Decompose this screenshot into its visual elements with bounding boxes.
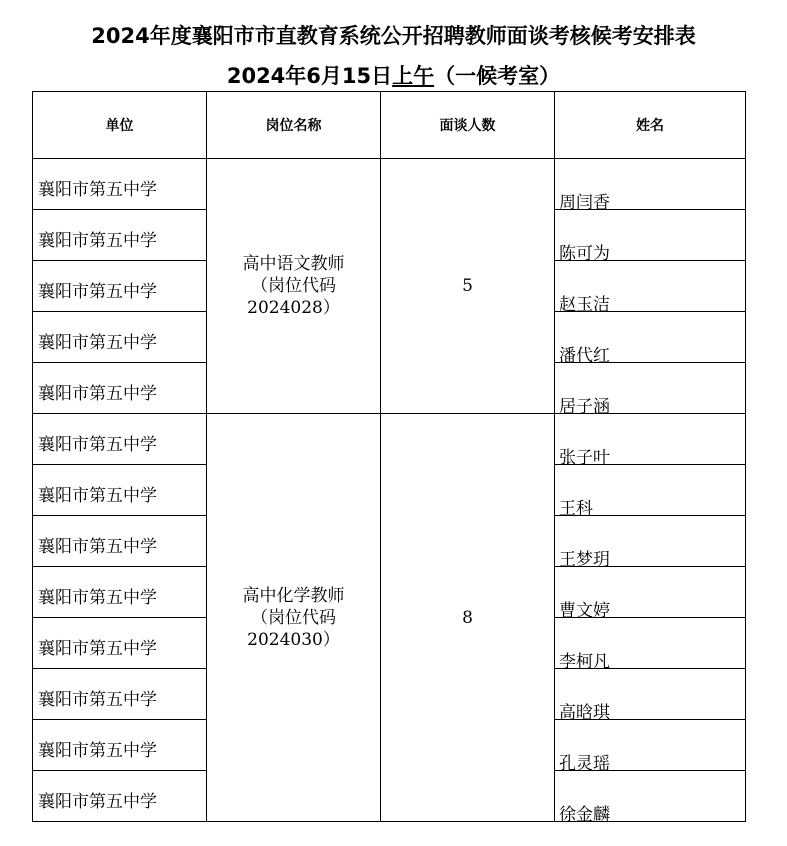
name-cell — [555, 771, 746, 825]
table-row — [33, 414, 746, 465]
unit-cell: 襄阳市第五中学 — [33, 363, 207, 414]
candidate-name: 陈可为 — [559, 244, 610, 264]
name-cell — [555, 516, 746, 570]
unit-cell: 襄阳市第五中学 — [33, 669, 207, 720]
count-cell: 8 — [381, 414, 555, 822]
name-cell — [555, 312, 746, 366]
candidate-name: 张子叶 — [559, 448, 610, 468]
document-title: 2024年度襄阳市市直教育系统公开招聘教师面谈考核候考安排表 — [91, 24, 696, 48]
position-code-label: （岗位代码 — [251, 276, 336, 296]
unit-cell: 襄阳市第五中学 — [33, 465, 207, 516]
unit-cell: 襄阳市第五中学 — [33, 567, 207, 618]
header-position: 岗位名称 — [207, 92, 381, 159]
position-title: 高中语文教师 — [242, 254, 345, 274]
position-code-label: （岗位代码 — [251, 607, 336, 628]
candidate-name: 李柯凡 — [559, 652, 610, 672]
unit-cell: 襄阳市第五中学 — [33, 516, 207, 567]
candidate-name: 高晗琪 — [559, 703, 610, 723]
schedule-table — [32, 91, 746, 825]
position-code: 2024030） — [247, 629, 340, 650]
candidate-name: 居子涵 — [559, 397, 610, 417]
unit-cell: 襄阳市第五中学 — [33, 720, 207, 771]
unit-cell: 襄阳市第五中学 — [33, 210, 207, 261]
name-cell — [555, 669, 746, 723]
name-cell — [555, 618, 746, 672]
name-cell — [555, 210, 746, 264]
candidate-name: 王梦玥 — [559, 550, 610, 570]
candidate-name: 曹文婷 — [559, 601, 610, 621]
name-cell — [555, 159, 746, 213]
name-cell — [555, 567, 746, 621]
unit-cell: 襄阳市第五中学 — [33, 618, 207, 669]
name-cell — [555, 414, 746, 468]
candidate-name: 孔灵瑶 — [559, 754, 610, 774]
count-cell: 5 — [381, 159, 555, 414]
candidate-name: 徐金麟 — [559, 805, 610, 825]
candidate-name: 周闫香 — [559, 193, 610, 213]
position-cell — [207, 414, 381, 822]
unit-cell: 襄阳市第五中学 — [33, 261, 207, 312]
candidate-name: 潘代红 — [559, 346, 610, 366]
name-cell — [555, 261, 746, 315]
header-unit: 单位 — [33, 92, 207, 159]
name-cell — [555, 363, 746, 417]
candidate-name: 赵玉洁 — [559, 295, 610, 315]
subtitle-session: 上午 — [392, 64, 435, 88]
unit-cell: 襄阳市第五中学 — [33, 159, 207, 210]
name-cell — [555, 465, 746, 519]
candidate-name: 王科 — [559, 499, 593, 519]
table-header-row — [33, 92, 746, 159]
header-count: 面谈人数 — [381, 92, 555, 159]
header-name: 姓名 — [555, 92, 746, 159]
table-row — [33, 159, 746, 210]
subtitle-date: 2024年6月15日 — [226, 64, 393, 88]
name-cell — [555, 720, 746, 774]
document-subtitle — [0, 64, 787, 88]
subtitle-room: （一候考室） — [434, 64, 561, 88]
position-code: 2024028） — [247, 298, 340, 318]
unit-cell: 襄阳市第五中学 — [33, 414, 207, 465]
unit-cell: 襄阳市第五中学 — [33, 771, 207, 822]
unit-cell: 襄阳市第五中学 — [33, 312, 207, 363]
position-title: 高中化学教师 — [242, 585, 345, 606]
position-cell — [207, 159, 381, 414]
